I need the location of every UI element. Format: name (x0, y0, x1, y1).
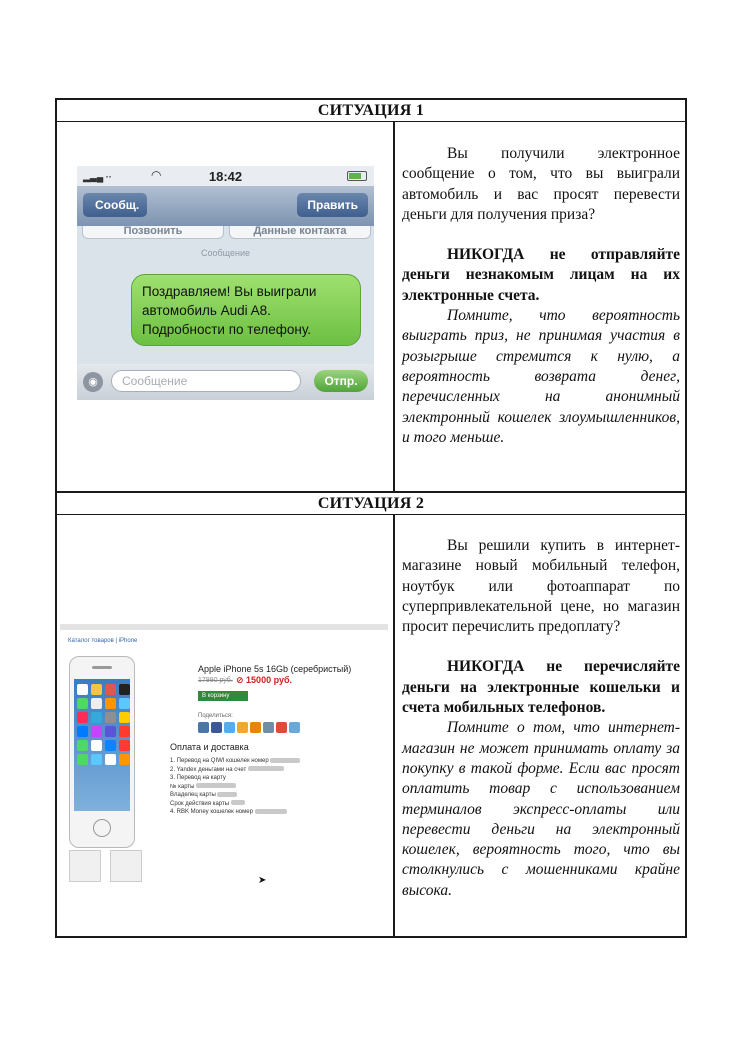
mymail-icon[interactable] (237, 722, 248, 733)
odnoklassniki-icon[interactable] (250, 722, 261, 733)
old-price: 17990 руб. (198, 677, 233, 684)
product-image (69, 656, 135, 848)
sms-screenshot (77, 166, 374, 400)
messages-nav-bar (77, 186, 374, 226)
new-price-value: 15000 руб. (246, 675, 293, 685)
phone-screen (74, 679, 130, 811)
add-to-cart-button[interactable]: В корзину (198, 691, 248, 701)
situation-1-text (402, 144, 680, 448)
payment-steps (170, 757, 300, 817)
payment-step: 2. Yandex деньгами на счет (170, 766, 300, 775)
situation-1-intro: Вы получили электронное сообщение о том, что вы выиграли автомобиль и вас просят перевести деньги для получения приза? (402, 145, 680, 223)
shop-screenshot (60, 624, 388, 894)
situation-1-note: Помните, что вероятность выиграть приз, не принимая участия в розыгрыше стремится к нулю, а вероятность возврата денег, перечисленных на анонимный электронный кошелек злоумышленников, и того меньше. (402, 307, 680, 446)
product-thumbnail[interactable] (69, 850, 101, 882)
compose-bar (77, 364, 374, 400)
situation-2-header: СИТУАЦИЯ 2 (57, 491, 685, 515)
new-price (236, 675, 292, 686)
payment-step: 1. Перевод на QIWI кошелек номер (170, 757, 300, 766)
twitter-icon[interactable] (224, 722, 235, 733)
product-title: Apple iPhone 5s 16Gb (серебристый) (198, 664, 352, 674)
message-bubble: Поздравляем! Вы выиграли автомобиль Audi A8. Подробности по телефону. (131, 274, 361, 346)
situation-1-header: СИТУАЦИЯ 1 (57, 100, 685, 122)
social-share-icons (198, 722, 300, 733)
payment-step: Владелец карты (170, 791, 300, 800)
share-label: Поделиться: (198, 713, 233, 719)
wifi-icon: ◠ (151, 168, 162, 182)
home-button-icon (93, 819, 111, 837)
situations-table (55, 98, 687, 938)
product-thumbnail[interactable] (110, 850, 142, 882)
site-top-bar (60, 624, 388, 630)
column-divider (393, 121, 395, 491)
situation-1-warning: НИКОГДА не отправляйте деньги незнакомым лицам на их электронные счета. (402, 246, 680, 304)
send-button[interactable]: Отпр. (314, 370, 368, 392)
livejournal-icon[interactable] (263, 722, 274, 733)
conversation-separator: Сообщение (201, 248, 250, 258)
google-plus-icon[interactable] (276, 722, 287, 733)
discount-icon: ⊘ (236, 675, 247, 685)
vk-icon[interactable] (198, 722, 209, 733)
breadcrumb[interactable]: Каталог товаров | iPhone (68, 638, 138, 644)
camera-icon[interactable]: ◉ (83, 372, 103, 392)
call-button[interactable]: Позвонить (82, 226, 224, 239)
edit-button[interactable]: Править (297, 193, 368, 217)
message-input[interactable]: Сообщение (111, 370, 301, 392)
payment-step: 4. RBK Money кошелек номер (170, 808, 300, 817)
payment-delivery-title: Оплата и доставка (170, 742, 249, 752)
situation-2-intro: Вы решили купить в интернет-магазине новый мобильный телефон, ноутбук или фотоаппарат по суперпривлекательной цене, но магазин просит перечислить предоплату? (402, 537, 680, 636)
back-button[interactable]: Сообщ. (83, 193, 147, 217)
payment-step: № карты (170, 783, 300, 792)
situation-2-warning: НИКОГДА не перечисляйте деньги на электронные кошельки и счета мобильных телефонов. (402, 658, 680, 717)
status-time: 18:42 (208, 169, 243, 184)
status-bar (77, 166, 374, 186)
email-icon[interactable] (289, 722, 300, 733)
payment-step: Срок действия карты (170, 800, 300, 809)
situation-2-text (402, 536, 680, 901)
payment-step: 3. Перевод на карту (170, 775, 226, 781)
battery-icon (347, 171, 367, 181)
mouse-cursor-icon: ➤ (258, 875, 267, 886)
contact-info-button[interactable]: Данные контакта (229, 226, 371, 239)
facebook-icon[interactable] (211, 722, 222, 733)
situation-2-note: Помните о том, что интернет-магазин не может принимать оплату за покупку в такой форме. Если вас просят оплатить товар с использованием терминалов экспресс-оплаты или перевести деньги на электронный кошелек, вероятность того, что вы столкнулись с мошенниками крайне высока. (402, 719, 680, 899)
column-divider (393, 514, 395, 936)
signal-icon: ▂▃▄ ·· (83, 172, 112, 182)
